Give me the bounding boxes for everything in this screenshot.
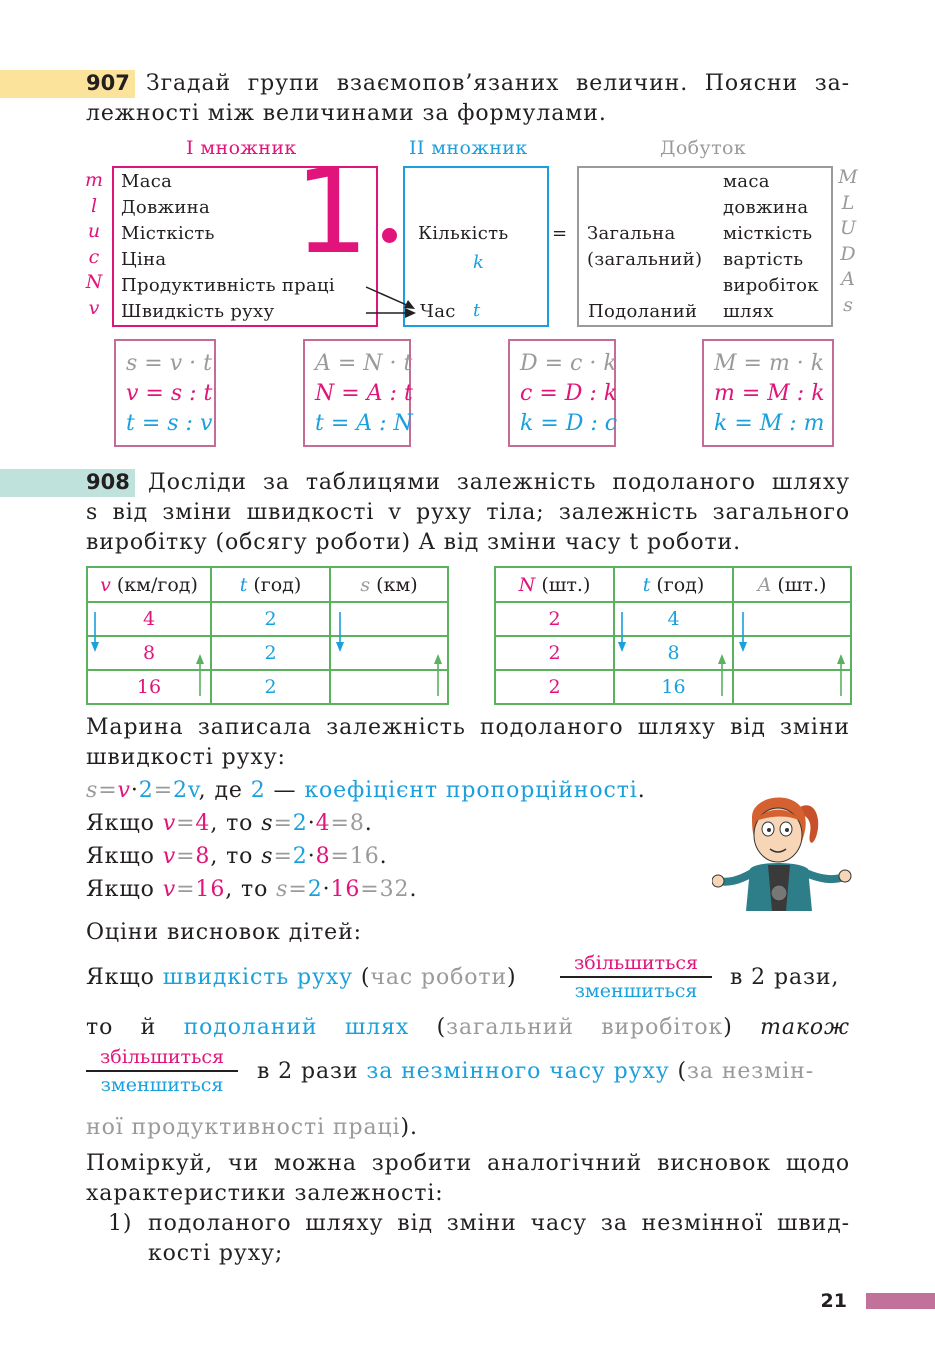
formula-line [714, 349, 824, 379]
result: 16 [349, 844, 380, 869]
left-letter: N [85, 271, 103, 293]
sym-two: 2 [292, 844, 308, 869]
sym-two-v: 2v [173, 778, 199, 803]
first-factor-item: Маса [121, 171, 173, 192]
paren: ) [507, 965, 517, 990]
arm-right [806, 873, 844, 879]
sym-dot: · [130, 778, 139, 803]
header-symbol: A [757, 573, 772, 596]
conclusion-times-1: в 2 рази, [730, 965, 840, 990]
coef-label: коефіцієнт пропорційності [304, 778, 638, 803]
table-header [211, 567, 330, 602]
formula-line [315, 409, 413, 439]
text-then: , то [210, 811, 254, 836]
formula-s-vt: s = v · t [126, 351, 212, 376]
sym-s: s [261, 811, 274, 836]
fraction-bottom: зменшиться [100, 1073, 224, 1096]
marina-line-2: швидкості руху: [86, 745, 286, 770]
table-header [733, 567, 851, 602]
right-letter: s [843, 293, 853, 316]
table-cell: 4 [87, 602, 211, 636]
left-letter: m [84, 169, 104, 191]
second-factor-time: Час [420, 301, 456, 322]
table-cell: 2 [495, 670, 614, 704]
header-symbol: t [642, 573, 651, 596]
formula-a-nt: A = N · t [315, 351, 413, 376]
up-arrow-head [434, 654, 442, 664]
arrow-speed-head [405, 308, 416, 318]
table-cell: 2 [495, 602, 614, 636]
header-symbol: N [518, 573, 536, 596]
fraction-line [86, 1070, 238, 1072]
think-line-1: Поміркуй, чи можна зробити аналогічний висновок щодо [86, 1151, 850, 1176]
period: . [379, 844, 388, 869]
formula-line [520, 379, 617, 409]
sym-s: s [86, 778, 99, 803]
think-line-2: характеристики залежності: [86, 1181, 444, 1206]
header-first-factor: I множник [186, 137, 297, 159]
product-item: шлях [723, 301, 774, 322]
result: 32 [379, 877, 410, 902]
table-cell: 8 [87, 636, 211, 670]
right-letter: A [841, 268, 855, 290]
pupil-left [767, 828, 771, 832]
formula-t-sv: t = s : v [126, 411, 213, 436]
formula-m-mk: M = m · k [714, 351, 825, 376]
hand-right [839, 870, 851, 882]
think-item-line-1: подоланого шляху від зміни часу за незмінної швид- [148, 1211, 850, 1236]
right-letter: L [841, 191, 855, 214]
sym-eq: = [360, 877, 380, 902]
table-cell: 16 [614, 670, 733, 704]
formula-line [714, 409, 825, 439]
table-header [614, 567, 733, 602]
table-cell: 16 [87, 670, 211, 704]
conclusion-line-1 [86, 963, 517, 993]
exercise-908-line-2: s від зміни швидкості v руху тіла; залежність загального [86, 500, 850, 525]
formula-n-at: N = A : t [315, 381, 413, 406]
header-symbol: t [239, 573, 248, 596]
sym-eq: = [176, 811, 196, 836]
fraction-top: збільшиться [99, 1046, 225, 1068]
formula-d-ck: D = c · k [520, 351, 617, 376]
header-unit: (год) [656, 573, 705, 596]
table-cell: 2 [495, 636, 614, 670]
second-factor-k: k [473, 252, 485, 273]
up-arrow-head [196, 654, 204, 664]
formula-line [520, 349, 617, 379]
total-work-phrase: загальний виробіток [446, 1015, 724, 1040]
big-number-one: 1 [294, 142, 370, 280]
case-line [86, 809, 373, 839]
sym-eq: = [153, 778, 174, 803]
table-cell: 2 [211, 670, 330, 704]
header-symbol: s [360, 573, 371, 596]
first-factor-item: Швидкість руху [121, 301, 275, 322]
table-cell: 8 [614, 636, 733, 670]
first-factor-item: Довжина [121, 197, 210, 218]
product-left-word: (загальний) [587, 249, 703, 270]
conclusion-line-2 [86, 1013, 850, 1043]
sym-eq: = [330, 811, 350, 836]
marina-line-1: Марина записала залежність подоланого шляху від зміни [86, 715, 850, 740]
conclusion-intro: Оціни висновок дітей: [86, 920, 362, 945]
header-second-factor: II множник [409, 137, 528, 159]
header-product: Добуток [660, 137, 747, 159]
sym-v: v [162, 877, 177, 902]
sym-eq: = [176, 877, 196, 902]
sym-eq: = [176, 844, 196, 869]
left-letter: l [90, 194, 98, 217]
period: . [637, 778, 646, 803]
value-v: 16 [330, 877, 361, 902]
right-letter: D [840, 242, 856, 265]
header-unit: (шт.) [777, 573, 827, 596]
fraction-1 [560, 952, 712, 1002]
down-arrow-head [336, 642, 344, 652]
sym-eq: = [288, 877, 308, 902]
case-line [86, 842, 388, 872]
text-if: Якщо [86, 965, 155, 990]
sym-two: 2 [292, 811, 308, 836]
sym-v: v [162, 844, 177, 869]
fraction-line [560, 976, 712, 978]
sym-two: 2 [138, 778, 154, 803]
conclusion-line-4 [86, 1113, 418, 1143]
text-if: Якщо [86, 877, 155, 902]
up-arrow-head [718, 654, 726, 664]
productivity-phrase: ної продуктивності праці [86, 1115, 401, 1140]
value-v: 8 [315, 844, 331, 869]
sym-eq: = [330, 844, 350, 869]
sym-s: s [276, 877, 289, 902]
header-unit: (км/год) [116, 573, 198, 596]
exercise-908-line-3: виробітку (обсягу роботи) A від зміни часу t роботи. [86, 530, 741, 555]
text-then: то й [86, 1015, 157, 1040]
exercise-907-line-2: лежності між величинами за формулами. [86, 101, 607, 126]
camera [771, 885, 787, 901]
sym-eq: = [273, 844, 293, 869]
formula-v-st: v = s : t [126, 381, 213, 406]
header-unit: (км) [376, 573, 418, 596]
product-left-word: Загальна [587, 223, 676, 244]
formula-line [126, 409, 212, 439]
table-cell: 4 [614, 602, 733, 636]
page-number-band [866, 1293, 935, 1309]
think-item-line-2: кості руху; [148, 1241, 284, 1266]
down-arrow-head [739, 642, 747, 652]
text-if: Якщо [86, 844, 155, 869]
text-de: , де [198, 778, 243, 803]
left-letter: v [88, 296, 100, 319]
work-time-phrase: час роботи [370, 965, 508, 990]
times-phrase: в 2 рази [257, 1059, 359, 1084]
down-arrow-head [91, 642, 99, 652]
left-letter: u [87, 220, 101, 242]
product-item: маса [723, 171, 770, 192]
table-arrows [0, 600, 935, 710]
sym-dot: · [322, 877, 331, 902]
formula-line [714, 379, 825, 409]
period: . [409, 877, 418, 902]
constant-time-phrase: за незмінного часу руху [366, 1059, 670, 1084]
product-item: вартість [723, 249, 804, 270]
paren: ( [360, 965, 371, 990]
hand-left [712, 875, 724, 887]
girl-illustration [712, 785, 852, 915]
second-factor-quantity: Кількість [418, 223, 509, 244]
formula-box-cost [508, 339, 616, 447]
speed-phrase: швидкість руху [162, 965, 354, 990]
formula-c-dk: c = D : k [520, 381, 618, 406]
think-item-number: 1) [108, 1211, 133, 1236]
text-then: , то [225, 877, 269, 902]
formula-k-mm: k = M : m [714, 411, 825, 436]
left-letter: c [88, 245, 100, 268]
page-number: 21 [820, 1290, 847, 1312]
paren: ) [723, 1015, 733, 1040]
first-factor-item: Ціна [121, 249, 167, 270]
table-header [330, 567, 448, 602]
sym-s: s [261, 844, 274, 869]
product-item: місткість [723, 223, 813, 244]
text-if: Якщо [86, 811, 155, 836]
fraction-top: збільшиться [573, 952, 699, 974]
pupil-right [785, 828, 789, 832]
formula-small-m: m = M : k [714, 381, 825, 406]
down-arrow-head [618, 642, 626, 652]
first-factor-item: Місткість [121, 223, 215, 244]
distance-phrase: подоланий шлях [183, 1015, 410, 1040]
formula-box-distance [114, 339, 216, 447]
text-then: , то [210, 844, 254, 869]
formula-k-dc: k = D : c [520, 411, 618, 436]
exercise-908-number: 908 [86, 470, 130, 494]
exercise-907-line-1: Згадай групи взаємопов’язаних величин. Поясни за- [146, 71, 850, 96]
formula-line [126, 349, 212, 379]
paren: ( [677, 1059, 688, 1084]
conclusion-line-3 [257, 1057, 814, 1087]
sym-v: v [117, 778, 131, 803]
period: . [364, 811, 373, 836]
right-letter: M [838, 166, 858, 188]
dash: — [265, 778, 305, 803]
paren: ). [400, 1115, 418, 1140]
fraction-bottom: зменшиться [574, 979, 698, 1002]
result: 8 [349, 811, 365, 836]
formula-line [126, 379, 212, 409]
sym-two: 2 [307, 877, 323, 902]
right-letter: U [839, 217, 856, 239]
constant-productivity-phrase: за незмін- [687, 1059, 815, 1084]
also-word: також [760, 1015, 850, 1040]
exercise-908-line-1: Досліди за таблицями залежність подоланого шляху [148, 470, 850, 495]
table-cell: 2 [211, 636, 330, 670]
sym-v: v [162, 811, 177, 836]
header-symbol: v [100, 573, 111, 596]
second-factor-t: t [473, 300, 481, 321]
paren: ( [436, 1015, 447, 1040]
product-item: довжина [723, 197, 809, 218]
sym-eq: = [273, 811, 293, 836]
up-arrow-head [837, 654, 845, 664]
sym-eq: = [98, 778, 118, 803]
sym-dot: · [307, 844, 316, 869]
first-factor-item: Продуктивність праці [121, 275, 335, 296]
product-left-word: Подоланий [588, 301, 698, 322]
formula-proportional [86, 776, 646, 806]
fraction-2 [86, 1046, 238, 1096]
value-v: 4 [315, 811, 331, 836]
coef-value: 2 [250, 778, 266, 803]
exercise-907-number: 907 [86, 71, 130, 95]
equals-sign: = [552, 223, 568, 244]
table-cell: 2 [211, 602, 330, 636]
value-v: 4 [195, 811, 211, 836]
formula-t-an: t = A : N [315, 411, 413, 436]
table-header [495, 567, 614, 602]
product-item: виробіток [723, 275, 819, 296]
case-line [86, 875, 417, 905]
formula-line [520, 409, 617, 439]
value-v: 16 [195, 877, 226, 902]
sym-dot: · [307, 811, 316, 836]
formula-box-work [303, 339, 411, 447]
header-unit: (год) [253, 573, 302, 596]
formula-box-mass [702, 339, 834, 447]
value-v: 8 [195, 844, 211, 869]
formula-line [315, 379, 413, 409]
table-header [87, 567, 211, 602]
header-unit: (шт.) [541, 573, 591, 596]
formula-line [315, 349, 412, 379]
arrow-productivity [366, 287, 409, 306]
